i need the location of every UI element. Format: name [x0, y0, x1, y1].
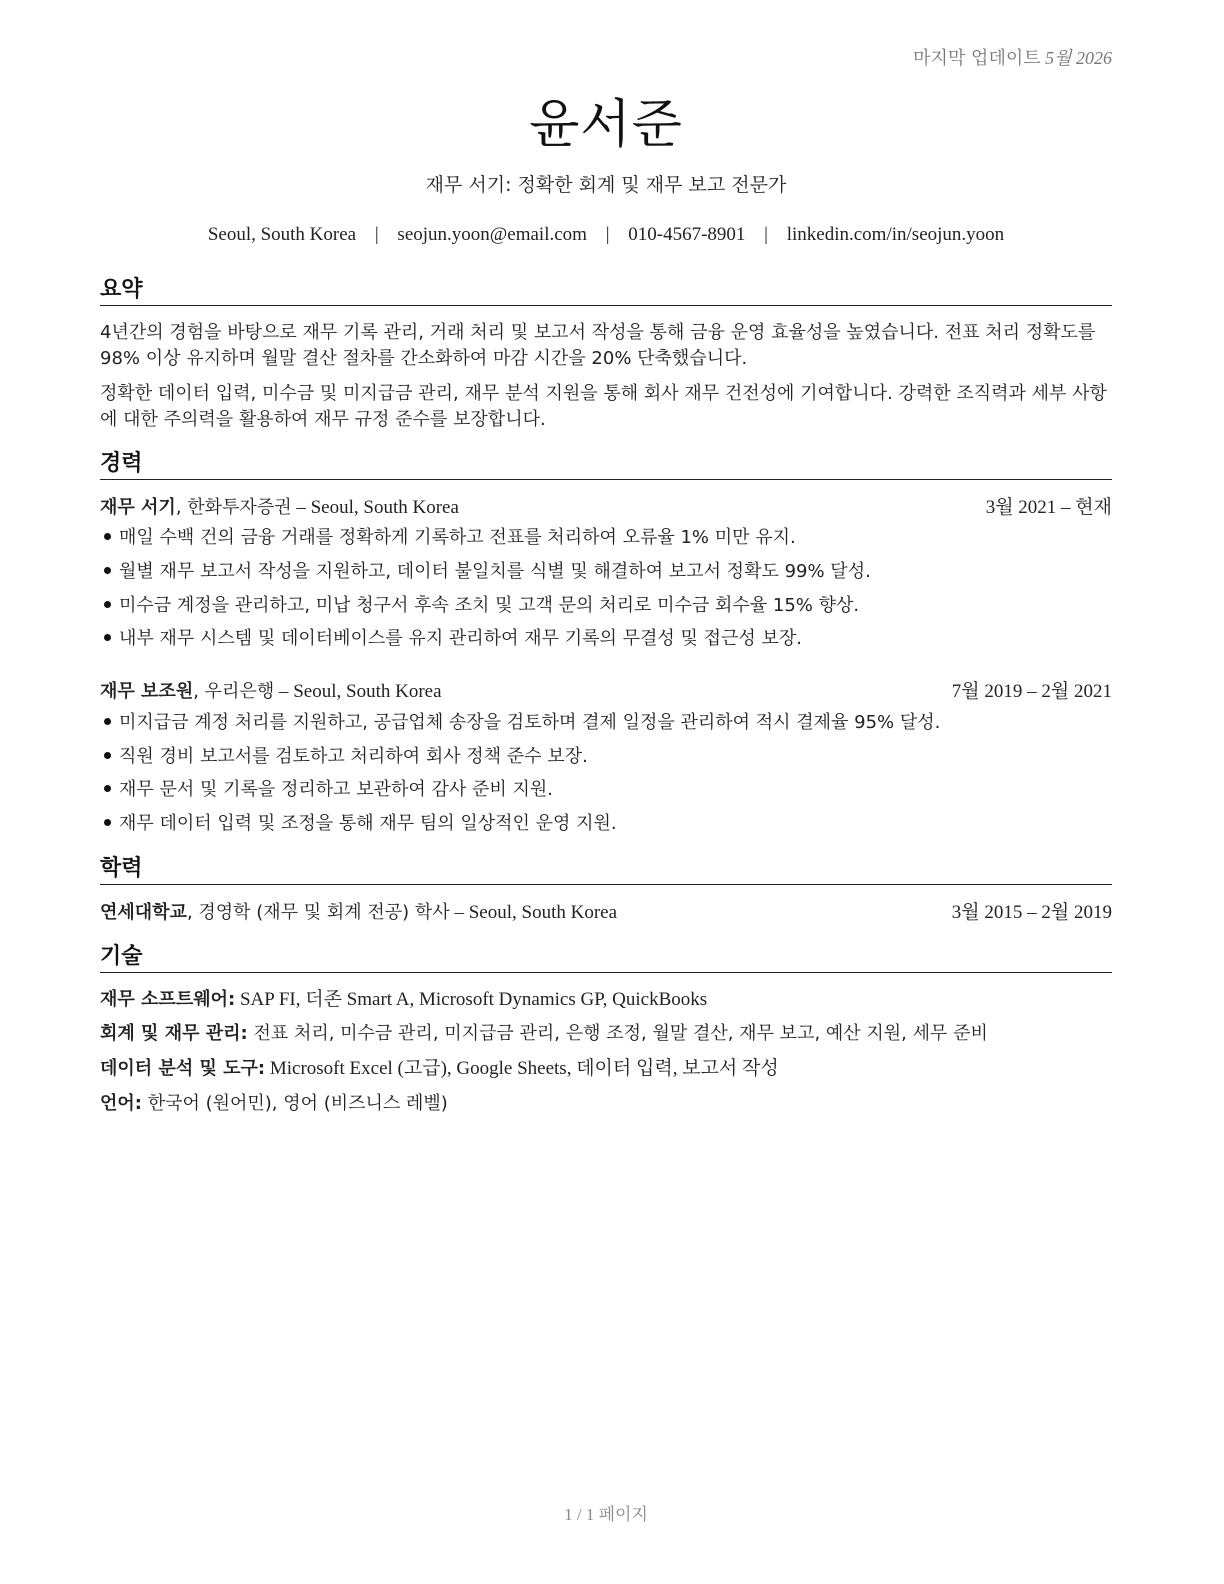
skills-heading: 기술 [100, 943, 1112, 973]
bullet-icon [104, 601, 111, 608]
page-number: 1 / 1 페이지 [564, 1505, 648, 1524]
education-heading: 학력 [100, 855, 1112, 885]
last-updated [913, 44, 1112, 70]
skill-label: 재무 소프트웨어: [100, 989, 236, 1010]
job-org: , 우리은행 [193, 681, 275, 702]
contact-line [100, 224, 1112, 246]
skill-line [100, 987, 1112, 1013]
job-bullet: 매일 수백 건의 금융 거래를 정확하게 기록하고 전표를 처리하여 오류율 1% 미만 유지. [100, 525, 1112, 551]
contact-linkedin[interactable]: linkedin.com/in/seojun.yoon [786, 224, 1005, 245]
bullet-icon [104, 533, 111, 540]
summary-heading: 요약 [100, 276, 1112, 306]
skill-line [100, 1021, 1112, 1047]
education-dates: 3월 2015 – 2월 2019 [951, 902, 1112, 923]
candidate-title: 재무 서기: 정확한 회계 및 재무 보고 전문가 [425, 174, 787, 196]
job-dates: 7월 2019 – 2월 2021 [951, 681, 1112, 702]
summary-paragraph: 정확한 데이터 입력, 미수금 및 미지급금 관리, 재무 분석 지원을 통해 회사 재무 건전성에 기여합니다. 강력한 조직력과 세부 사항에 대한 주의력을 활용하여 재무 규정 준수를 보장합니다. [100, 383, 1107, 430]
job-bullet: 재무 문서 및 기록을 정리하고 보관하여 감사 준비 지원. [100, 777, 1112, 803]
skill-value: 전표 처리, 미수금 관리, 미지급금 관리, 은행 조정, 월말 결산, 재무 보고, 예산 지원, 세무 준비 [247, 1023, 988, 1044]
contact-separator: | [374, 224, 379, 245]
contact-email[interactable]: seojun.yoon@email.com [397, 224, 587, 245]
skill-value: 한국어 (원어민), 영어 (비즈니스 레벨) [141, 1093, 448, 1114]
education-school: 연세대학교 [100, 902, 187, 923]
skill-line [100, 1091, 1112, 1117]
job-bullet: 직원 경비 보고서를 검토하고 처리하여 회사 정책 준수 보장. [100, 744, 1112, 770]
last-updated-date: 5월 2026 [1045, 48, 1112, 68]
skill-value: Microsoft Excel (고급), Google Sheets, 데이터 입력, 보고서 작성 [265, 1058, 779, 1079]
bullet-icon [104, 752, 111, 759]
contact-location: Seoul, South Korea [207, 224, 357, 245]
job-bullet: 월별 재무 보고서 작성을 지원하고, 데이터 불일치를 식별 및 해결하여 보고서 정확도 99% 달성. [100, 559, 1112, 585]
resume-page [100, 0, 1112, 1584]
skill-label: 회계 및 재무 관리: [100, 1023, 248, 1044]
job-bullet: 미지급금 계정 처리를 지원하고, 공급업체 송장을 검토하며 결제 일정을 관리하여 적시 결제율 95% 달성. [100, 710, 1112, 736]
summary-paragraph: 4년간의 경험을 바탕으로 재무 기록 관리, 거래 처리 및 보고서 작성을 통해 금융 운영 효율성을 높였습니다. 전표 처리 정확도를 98% 이상 유지하며 월말 결산 절차를 간소화하여 마감 시간을 20% 단축했습니다. [100, 322, 1096, 369]
education-degree: , 경영학 (재무 및 회계 전공) 학사 [186, 902, 450, 923]
job-role: 재무 보조원 [100, 681, 194, 702]
experience-heading: 경력 [100, 450, 1112, 480]
job-dates: 3월 2021 – 현재 [985, 497, 1112, 518]
last-updated-label: 마지막 업데이트 [913, 48, 1041, 69]
bullet-icon [104, 785, 111, 792]
job-location: – Seoul, South Korea [274, 681, 442, 702]
contact-separator: | [764, 224, 768, 245]
skill-value: SAP FI, 더존 Smart A, Microsoft Dynamics GP, QuickBooks [235, 989, 708, 1010]
bullet-icon [104, 718, 111, 725]
job-bullet: 내부 재무 시스템 및 데이터베이스를 유지 관리하여 재무 기록의 무결성 및 접근성 보장. [100, 626, 1112, 652]
skill-label: 언어: [100, 1093, 142, 1114]
education-location: – Seoul, South Korea [449, 902, 618, 923]
job-location: – Seoul, South Korea [291, 497, 459, 518]
candidate-name: 윤서준 [529, 95, 683, 155]
skill-line [100, 1056, 1112, 1082]
skill-label: 데이터 분석 및 도구: [100, 1058, 266, 1079]
contact-phone: 010-4567-8901 [628, 224, 746, 245]
bullet-icon [104, 819, 111, 826]
job-role: 재무 서기 [100, 497, 176, 518]
job-org: , 한화투자증권 [175, 497, 292, 518]
bullet-icon [104, 634, 111, 641]
job-bullet: 재무 데이터 입력 및 조정을 통해 재무 팀의 일상적인 운영 지원. [100, 811, 1112, 837]
job-bullet: 미수금 계정을 관리하고, 미납 청구서 후속 조치 및 고객 문의 처리로 미수금 회수율 15% 향상. [100, 593, 1112, 619]
bullet-icon [104, 567, 111, 574]
contact-separator: | [605, 224, 610, 245]
